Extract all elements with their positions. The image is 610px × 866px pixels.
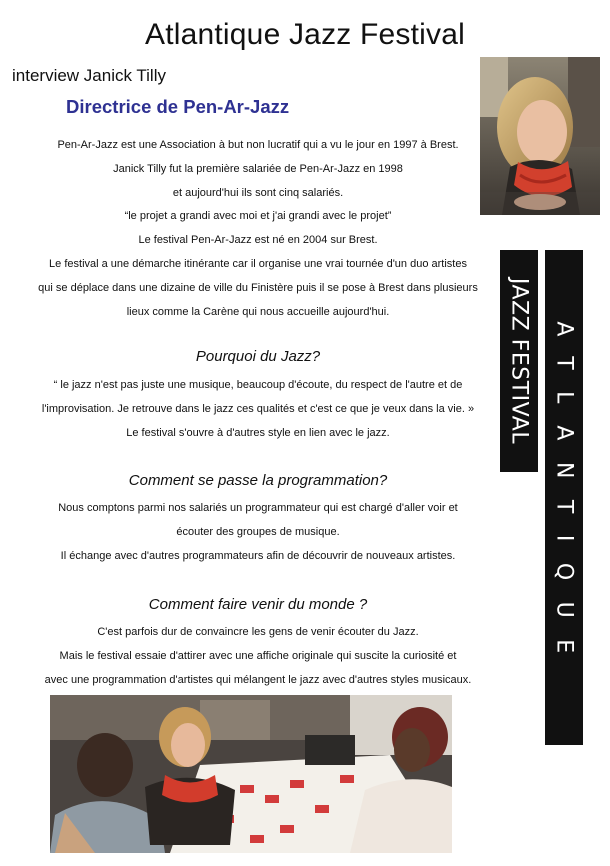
group-photo (50, 695, 452, 853)
paragraph-line: écouter des groupes de musique. (176, 525, 340, 538)
atlantique-text: ATLANTIQUE (551, 320, 577, 675)
page-title: Atlantique Jazz Festival (145, 18, 465, 51)
intro-line: Le festival Pen-Ar-Jazz est né en 2004 sur Brest. (138, 234, 378, 247)
section-heading-programming: Comment se passe la programmation? (128, 472, 388, 489)
intro-line: Pen-Ar-Jazz est une Association à but non lucratif qui a vu le jour en 1997 à Brest. (57, 139, 459, 151)
interview-label: interview Janick Tilly (12, 66, 166, 85)
section-heading-audience: Comment faire venir du monde ? (148, 596, 368, 613)
section-paragraph (8, 497, 508, 568)
intro-line: “le projet a grandi avec moi et j'ai grandi avec le projet” (124, 210, 392, 223)
paragraph-line: C'est parfois dur de convaincre les gens de venir écouter du Jazz. (97, 626, 419, 638)
paragraph-line: avec une programmation d'artistes qui mélangent le jazz avec d'autres styles musicaux. (44, 673, 472, 686)
intro-line: et aujourd'hui ils sont cinq salariés. (172, 186, 344, 199)
intro-paragraph (8, 134, 508, 324)
subtitle: Directrice de Pen-Ar-Jazz (66, 96, 290, 117)
atlantique-banner (545, 250, 583, 745)
intro-line: qui se déplace dans une dizaine de ville du Finistère puis il se pose à Brest dans plusieurs (38, 281, 478, 294)
section-paragraph (8, 621, 508, 692)
paragraph-line: “ le jazz n'est pas juste une musique, beaucoup d'écoute, du respect de l'autre et de (53, 379, 463, 391)
paragraph-line: Nous comptons parmi nos salariés un programmateur qui est chargé d'aller voir et (58, 502, 458, 514)
paragraph-line: Le festival s'ouvre à d'autres style en lien avec le jazz. (126, 426, 390, 439)
jazz-festival-text: JAZZ FESTIVAL (506, 277, 532, 445)
intro-line: lieux comme la Carène qui nous accueille aujourd'hui. (126, 305, 390, 318)
paragraph-line: Il échange avec d'autres programmateurs afin de découvrir de nouveaux artistes. (60, 549, 456, 562)
jazz-festival-banner (500, 250, 538, 472)
section-paragraph (8, 374, 508, 445)
section-heading-why-jazz: Pourquoi du Jazz? (195, 348, 321, 365)
paragraph-line: Mais le festival essaie d'attirer avec une affiche originale qui suscite la curiosité et (59, 649, 457, 662)
paragraph-line: l'improvisation. Je retrouve dans le jazz ces qualités et c'est ce que je veux dans la vie. » (41, 402, 475, 415)
intro-line: Le festival a une démarche itinérante car il organise une vrai tournée d'un duo artistes (49, 257, 467, 270)
intro-line: Janick Tilly fut la première salariée de Pen-Ar-Jazz en 1998 (113, 162, 403, 175)
